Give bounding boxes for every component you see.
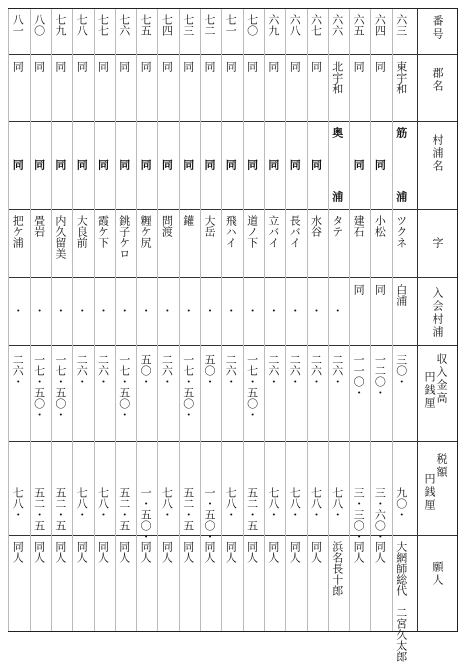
header-divider [417, 9, 418, 631]
village-name: 同 [181, 159, 195, 170]
tax-amount: 七八・ [330, 487, 344, 520]
row-number: 七七 [96, 14, 110, 36]
band-divider [9, 277, 457, 278]
header-aza: 字 [431, 237, 444, 250]
row-number: 六七 [309, 14, 323, 36]
aza-name: 小松 [373, 215, 387, 237]
tax-amount: 五二・五 [117, 487, 131, 531]
common-village: 白浦 [394, 284, 408, 306]
column-divider [264, 9, 265, 631]
common-village: ・ [203, 305, 216, 316]
village-name: 同 [203, 159, 216, 170]
applicant-name: 同人 [181, 541, 195, 563]
column-divider [179, 9, 180, 631]
column-divider [157, 9, 158, 631]
district-name: 北宇和 [330, 61, 344, 94]
column-divider [307, 9, 308, 631]
header-common-village: 入会村浦 [431, 287, 444, 339]
column-divider [94, 9, 95, 631]
district-name: 同 [245, 61, 259, 72]
applicant-name: 同人 [203, 541, 216, 563]
row-number: 七三 [181, 14, 195, 36]
applicant-name: 同人 [245, 541, 259, 563]
village-name: 同 [11, 159, 25, 170]
income-amount: 一七・五〇・ [181, 354, 195, 420]
district-name: 同 [203, 61, 216, 72]
common-village: 同 [352, 284, 366, 295]
column-divider [136, 9, 137, 631]
header-applicant: 願人 [431, 561, 444, 587]
header-tax-unit: 円銭厘 [423, 473, 436, 512]
tax-amount: 七八・ [160, 487, 174, 520]
tax-amount: 一・五〇・ [203, 487, 216, 542]
common-village: ・ [75, 305, 89, 316]
row-number: 八一 [11, 14, 25, 36]
column-divider [392, 9, 393, 631]
tax-amount: 七八・ [309, 487, 323, 520]
tax-amount: 七八・ [11, 487, 25, 520]
applicant-name: 同人 [373, 541, 387, 563]
row-number: 七四 [160, 14, 174, 36]
tax-amount: 七八・ [266, 487, 280, 520]
header-tax: 税額 [435, 453, 448, 479]
district-name: 同 [117, 61, 131, 72]
district-name: 同 [75, 61, 89, 72]
village-name: 同 [53, 159, 67, 170]
applicant-name: 同人 [117, 541, 131, 563]
ledger-table [8, 8, 458, 662]
tax-amount: 五二・五 [32, 487, 46, 531]
applicant-name: 大網師総代 二宮久太郎 [394, 541, 408, 662]
village-name: 同 [352, 159, 366, 170]
aza-name: 鑵 [181, 215, 195, 226]
column-divider [349, 9, 350, 631]
income-amount: 二六・ [160, 354, 174, 387]
header-income-unit: 円銭厘 [423, 371, 436, 410]
income-amount: 一七・五〇・ [245, 354, 259, 420]
aza-name: 飛ハイ [224, 215, 238, 248]
income-amount: 一七・五〇・ [53, 354, 67, 420]
aza-name: 立バイ [266, 215, 280, 248]
district-name: 同 [266, 61, 280, 72]
aza-name: 糎ケ尻 [139, 215, 153, 248]
row-number: 六八 [288, 14, 302, 36]
tax-amount: 一・五〇・ [139, 487, 153, 542]
row-number: 七二 [203, 14, 216, 36]
village-name: 同 [117, 159, 131, 170]
column-divider [243, 9, 244, 631]
common-village: ・ [224, 305, 238, 316]
column-divider [370, 9, 371, 631]
village-name: 同 [309, 159, 323, 170]
income-amount: 二六・ [11, 354, 25, 387]
applicant-name: 同人 [288, 541, 302, 563]
district-name: 同 [224, 61, 238, 72]
row-number: 六三 [394, 14, 408, 36]
column-divider [51, 9, 52, 631]
common-village: ・ [309, 305, 323, 316]
common-village: ・ [53, 305, 67, 316]
row-number: 六五 [352, 14, 366, 36]
applicant-name: 同人 [75, 541, 89, 563]
village-name: 同 [245, 159, 259, 170]
income-amount: 五〇・ [203, 354, 216, 387]
aza-name: 大岳 [203, 215, 216, 237]
income-amount: 二六・ [266, 354, 280, 387]
band-divider [9, 441, 457, 442]
district-name: 同 [96, 61, 110, 72]
tax-amount: 七八・ [75, 487, 89, 520]
aza-name: 水谷 [309, 215, 323, 237]
common-village: ・ [245, 305, 259, 316]
income-amount: 二六・ [75, 354, 89, 387]
district-name: 東宇和 [394, 61, 408, 94]
village-name: 同 [96, 159, 110, 170]
aza-name: 大良前 [75, 215, 89, 248]
column-divider [328, 9, 329, 631]
aza-name: 把ケ浦 [11, 215, 25, 248]
district-name: 同 [373, 61, 387, 72]
income-amount: 一七・五〇・ [32, 354, 46, 420]
tax-amount: 五二・五 [245, 487, 259, 531]
tax-amount: 七八・ [224, 487, 238, 520]
village-name: 同 [139, 159, 153, 170]
aza-name: 建石 [352, 215, 366, 237]
aza-name: ツクネ [394, 215, 408, 248]
column-divider [30, 9, 31, 631]
village-name: 筋 [394, 127, 408, 138]
income-amount: 五〇・ [139, 354, 153, 387]
income-amount: 一二〇・ [373, 354, 387, 398]
common-village: ・ [139, 305, 153, 316]
common-village: ・ [117, 305, 131, 316]
income-amount: 二六・ [224, 354, 238, 387]
applicant-name: 浜名長十郎 [330, 541, 344, 596]
aza-name: 問渡 [160, 215, 174, 237]
row-number: 七八 [75, 14, 89, 36]
column-divider [115, 9, 116, 631]
column-divider [8, 9, 9, 631]
village-name: 同 [288, 159, 302, 170]
column-divider [221, 9, 222, 631]
applicant-name: 同人 [96, 541, 110, 563]
district-name: 同 [352, 61, 366, 72]
income-amount: 一一〇・ [352, 354, 366, 398]
district-name: 同 [160, 61, 174, 72]
common-village: ・ [32, 305, 46, 316]
header-village: 村浦名 [431, 134, 444, 173]
applicant-name: 同人 [224, 541, 238, 563]
district-name: 同 [32, 61, 46, 72]
aza-name: 畳岩 [32, 215, 46, 237]
common-village: ・ [330, 305, 344, 316]
row-number: 七〇 [245, 14, 259, 36]
applicant-name: 同人 [352, 541, 366, 563]
tax-amount: 三・三〇・ [352, 487, 366, 542]
row-number: 八〇 [32, 14, 46, 36]
common-village: ・ [11, 305, 25, 316]
aza-name: 銚子ケロ [117, 215, 131, 259]
village-name: 同 [266, 159, 280, 170]
applicant-name: 同人 [266, 541, 280, 563]
aza-name: 道ノ下 [245, 215, 259, 248]
applicant-name: 同人 [309, 541, 323, 563]
common-village: ・ [288, 305, 302, 316]
header-district: 郡名 [431, 67, 444, 93]
village-name: 同 [224, 159, 238, 170]
band-divider [9, 54, 457, 55]
village-name: 同 [160, 159, 174, 170]
row-number: 七六 [117, 14, 131, 36]
column-divider [285, 9, 286, 631]
aza-name: 霞ケ下 [96, 215, 110, 248]
tax-amount: 三・六〇・ [373, 487, 387, 542]
district-name: 同 [11, 61, 25, 72]
district-name: 同 [309, 61, 323, 72]
aza-name: タテ [330, 215, 344, 237]
applicant-name: 同人 [160, 541, 174, 563]
district-name: 同 [139, 61, 153, 72]
common-village: ・ [160, 305, 174, 316]
district-name: 同 [53, 61, 67, 72]
row-number: 六九 [266, 14, 280, 36]
row-number: 七九 [53, 14, 67, 36]
common-village: ・ [181, 305, 195, 316]
district-name: 同 [288, 61, 302, 72]
village-name: 同 [373, 159, 387, 170]
common-village: 同 [373, 284, 387, 295]
applicant-name: 同人 [139, 541, 153, 563]
header-income: 収入金高 [435, 353, 448, 405]
common-village: ・ [96, 305, 110, 316]
income-amount: 二六・ [96, 354, 110, 387]
band-divider [9, 535, 457, 536]
common-village: ・ [266, 305, 280, 316]
aza-name: 内久留美 [53, 215, 67, 259]
column-divider [200, 9, 201, 631]
column-divider [72, 9, 73, 631]
aza-name: 長バイ [288, 215, 302, 248]
applicant-name: 同人 [53, 541, 67, 563]
band-divider [9, 121, 457, 122]
tax-amount: 七八・ [288, 487, 302, 520]
tax-amount: 五二・五 [53, 487, 67, 531]
applicant-name: 同人 [11, 541, 25, 563]
village-name: 同 [32, 159, 46, 170]
income-amount: 二六・ [288, 354, 302, 387]
band-divider [9, 345, 457, 346]
village-name: 奥 [330, 127, 344, 138]
tax-amount: 五二・五 [181, 487, 195, 531]
village-suffix: 浦 [394, 191, 408, 202]
row-number: 七五 [139, 14, 153, 36]
income-amount: 一七・五〇・ [117, 354, 131, 420]
row-number: 六四 [373, 14, 387, 36]
village-suffix: 浦 [330, 191, 344, 202]
income-amount: 二六・ [330, 354, 344, 387]
band-divider [9, 209, 457, 210]
tax-amount: 七八・ [96, 487, 110, 520]
header-number: 番号 [431, 15, 444, 41]
applicant-name: 同人 [32, 541, 46, 563]
row-number: 六六 [330, 14, 344, 36]
district-name: 同 [181, 61, 195, 72]
village-name: 同 [75, 159, 89, 170]
income-amount: 二六・ [309, 354, 323, 387]
tax-amount: 九〇・ [394, 487, 408, 520]
income-amount: 三〇・ [394, 354, 408, 387]
row-number: 七一 [224, 14, 238, 36]
